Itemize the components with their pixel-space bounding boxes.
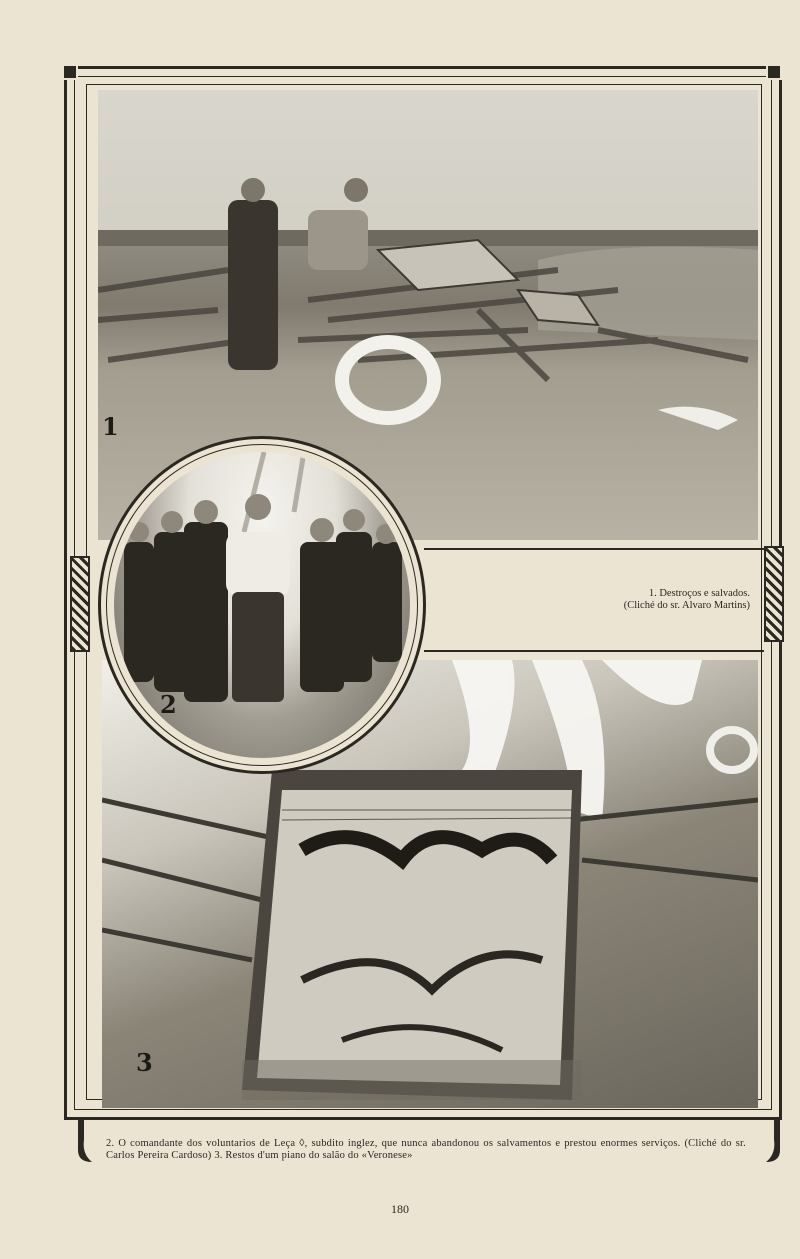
caption-photo-1-title: 1. Destroços e salvados.	[648, 588, 750, 599]
corner-ornament-top-left	[62, 64, 78, 80]
photo-commander	[114, 452, 410, 758]
flourish-ornament-right	[762, 1120, 784, 1164]
photo-number-1: 1	[102, 412, 119, 441]
flourish-ornament-left	[74, 1120, 96, 1164]
caption-photos-2-3: 2. O comandante dos voluntarios de Leça ◊, subdito inglez, que nunca abandonou os salvamentos e prestou enormes serviços. (Cliché do sr. Carlos Pereira Cardoso) 3. Restos d'um piano do salão do «Veronese»	[106, 1138, 746, 1161]
caption-photo-1-credit: (Cliché do sr. Alvaro Martins)	[623, 600, 750, 611]
caption-photo-1	[500, 588, 750, 612]
photo-number-3: 3	[136, 1048, 153, 1077]
corner-ornament-top-right	[766, 64, 782, 80]
side-ornament-right	[764, 546, 784, 642]
page-number: 180	[391, 1202, 409, 1216]
side-ornament-left	[70, 556, 90, 652]
photo-commander-scene	[114, 452, 410, 758]
photo-number-2: 2	[160, 690, 177, 719]
